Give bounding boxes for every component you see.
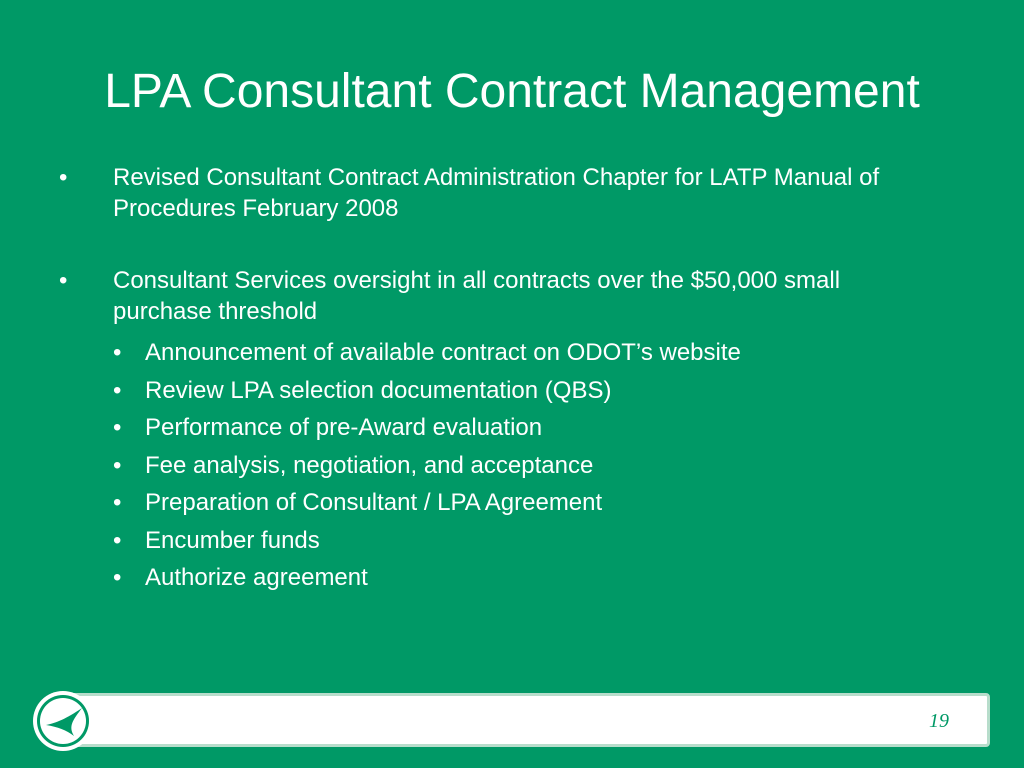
bullet-list — [56, 162, 936, 597]
sub-bullet-marker: • — [113, 526, 122, 554]
sub-bullet-marker: • — [113, 339, 122, 366]
bullet-text: Revised Consultant Contract Administration Chapter for LATP Manual of Procedures February 2008 — [113, 164, 880, 222]
sub-bullet-item — [113, 447, 936, 485]
sub-bullet-item — [113, 409, 936, 447]
sub-bullet-item — [113, 559, 936, 597]
bullet-marker: • — [59, 267, 68, 294]
sub-bullet-marker: • — [113, 414, 122, 441]
bullet-marker: • — [59, 164, 68, 191]
bullet-text: Consultant Services oversight in all contracts over the $50,000 small purchase threshold — [113, 267, 841, 325]
bullet-item — [56, 162, 936, 224]
sub-bullet-text: Encumber funds — [145, 526, 320, 554]
odot-swoosh-logo-icon — [32, 690, 94, 752]
sub-bullet-item — [113, 334, 936, 372]
sub-bullet-marker: • — [113, 489, 122, 516]
slide-title: LPA Consultant Contract Management — [104, 65, 920, 118]
sub-bullet-text: Review LPA selection documentation (QBS) — [145, 376, 612, 404]
sub-bullet-text: Authorize agreement — [145, 564, 368, 591]
footer-bar — [60, 693, 990, 747]
sub-bullet-marker: • — [113, 376, 122, 404]
sub-bullet-text: Fee analysis, negotiation, and acceptance — [145, 451, 594, 479]
page-number: 19 — [929, 710, 949, 732]
bullet-item — [56, 265, 936, 597]
sub-bullet-text: Announcement of available contract on ODOT’s website — [145, 339, 741, 366]
sub-bullet-list — [113, 334, 936, 597]
sub-bullet-marker: • — [113, 451, 122, 479]
sub-bullet-item — [113, 484, 936, 522]
sub-bullet-marker: • — [113, 564, 122, 591]
sub-bullet-text: Performance of pre-Award evaluation — [145, 414, 543, 441]
sub-bullet-item — [113, 522, 936, 560]
sub-bullet-text: Preparation of Consultant / LPA Agreement — [145, 489, 603, 516]
sub-bullet-item — [113, 372, 936, 410]
